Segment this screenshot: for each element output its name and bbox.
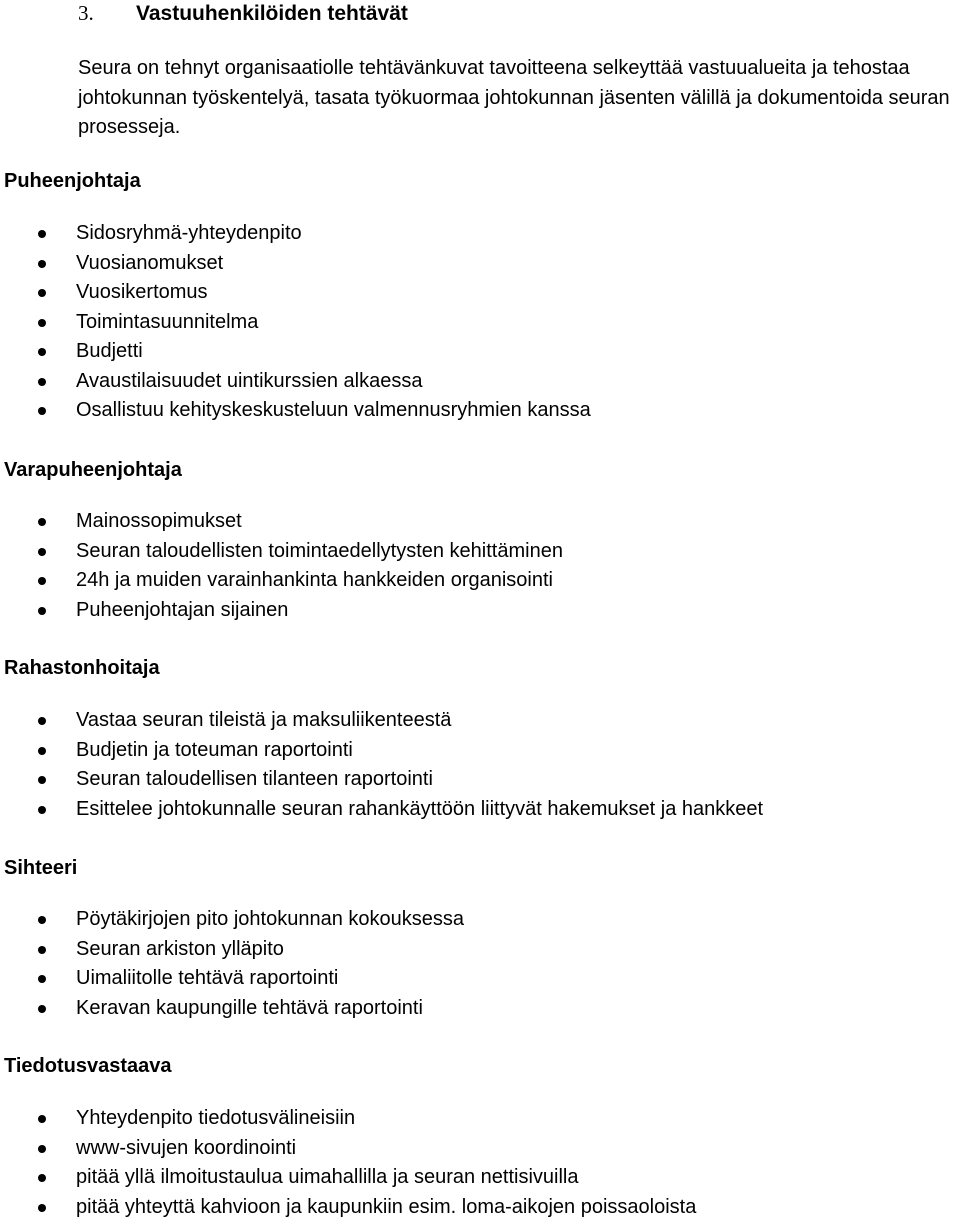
bullet-icon xyxy=(38,975,46,983)
list-item: Yhteydenpito tiedotusvälineisiin xyxy=(0,1104,696,1134)
list-item: www-sivujen koordinointi xyxy=(0,1134,696,1164)
list-item: Budjetin ja toteuman raportointi xyxy=(0,736,763,766)
role-heading-sihteeri: Sihteeri xyxy=(4,857,78,879)
role-list-tiedotusvastaava xyxy=(0,1104,696,1222)
bullet-icon xyxy=(38,289,46,297)
bullet-icon xyxy=(38,260,46,268)
list-item: Osallistuu kehityskeskusteluun valmennusryhmien kanssa xyxy=(0,396,591,426)
bullet-icon xyxy=(38,348,46,356)
role-heading-puheenjohtaja: Puheenjohtaja xyxy=(4,170,141,192)
role-heading-tiedotusvastaava: Tiedotusvastaava xyxy=(4,1055,172,1077)
list-item: Sidosryhmä-yhteydenpito xyxy=(0,219,591,249)
bullet-icon xyxy=(38,378,46,386)
section-number: 3. xyxy=(78,1,94,25)
bullet-icon xyxy=(38,717,46,725)
bullet-icon xyxy=(38,1204,46,1212)
role-heading-rahastonhoitaja: Rahastonhoitaja xyxy=(4,657,160,679)
bullet-icon xyxy=(38,747,46,755)
bullet-icon xyxy=(38,1115,46,1123)
list-item: Avaustilaisuudet uintikurssien alkaessa xyxy=(0,367,591,397)
list-item: Keravan kaupungille tehtävä raportointi xyxy=(0,994,464,1024)
role-list-puheenjohtaja xyxy=(0,219,591,426)
bullet-icon xyxy=(38,946,46,954)
list-item: pitää yhteyttä kahvioon ja kaupunkiin esim. loma-aikojen poissaoloista xyxy=(0,1193,696,1223)
list-item: Toimintasuunnitelma xyxy=(0,308,591,338)
bullet-icon xyxy=(38,577,46,585)
bullet-icon xyxy=(38,230,46,238)
list-item: Puheenjohtajan sijainen xyxy=(0,596,563,626)
list-item: Vastaa seuran tileistä ja maksuliikenteestä xyxy=(0,706,763,736)
section-title-text: Vastuuhenkilöiden tehtävät xyxy=(136,2,408,25)
bullet-icon xyxy=(38,518,46,526)
role-heading-varapuheenjohtaja: Varapuheenjohtaja xyxy=(4,459,182,481)
role-list-rahastonhoitaja xyxy=(0,706,763,824)
list-item: Vuosianomukset xyxy=(0,249,591,279)
list-item: Uimaliitolle tehtävä raportointi xyxy=(0,964,464,994)
list-item: Seuran taloudellisten toimintaedellytysten kehittäminen xyxy=(0,537,563,567)
bullet-icon xyxy=(38,776,46,784)
bullet-icon xyxy=(38,607,46,615)
list-item: pitää yllä ilmoitustaulua uimahallilla ja seuran nettisivuilla xyxy=(0,1163,696,1193)
bullet-icon xyxy=(38,407,46,415)
list-item: Vuosikertomus xyxy=(0,278,591,308)
list-item: Seuran arkiston ylläpito xyxy=(0,935,464,965)
list-item: 24h ja muiden varainhankinta hankkeiden organisointi xyxy=(0,566,563,596)
bullet-icon xyxy=(38,916,46,924)
role-list-sihteeri xyxy=(0,905,464,1023)
bullet-icon xyxy=(38,806,46,814)
bullet-icon xyxy=(38,1005,46,1013)
intro-paragraph: Seura on tehnyt organisaatiolle tehtävänkuvat tavoitteena selkeyttää vastuualueita ja tehostaa johtokunnan työskentelyä, tasata työkuormaa johtokunnan jäsenten välillä ja dokumentoida seuran prosesseja. xyxy=(78,57,950,138)
bullet-icon xyxy=(38,1145,46,1153)
list-item: Pöytäkirjojen pito johtokunnan kokouksessa xyxy=(0,905,464,935)
role-list-varapuheenjohtaja xyxy=(0,507,563,625)
bullet-icon xyxy=(38,548,46,556)
bullet-icon xyxy=(38,1174,46,1182)
list-item: Mainossopimukset xyxy=(0,507,563,537)
list-item: Esittelee johtokunnalle seuran rahankäyttöön liittyvät hakemukset ja hankkeet xyxy=(0,795,763,825)
bullet-icon xyxy=(38,319,46,327)
section-heading xyxy=(78,0,408,27)
list-item: Budjetti xyxy=(0,337,591,367)
list-item: Seuran taloudellisen tilanteen raportointi xyxy=(0,765,763,795)
